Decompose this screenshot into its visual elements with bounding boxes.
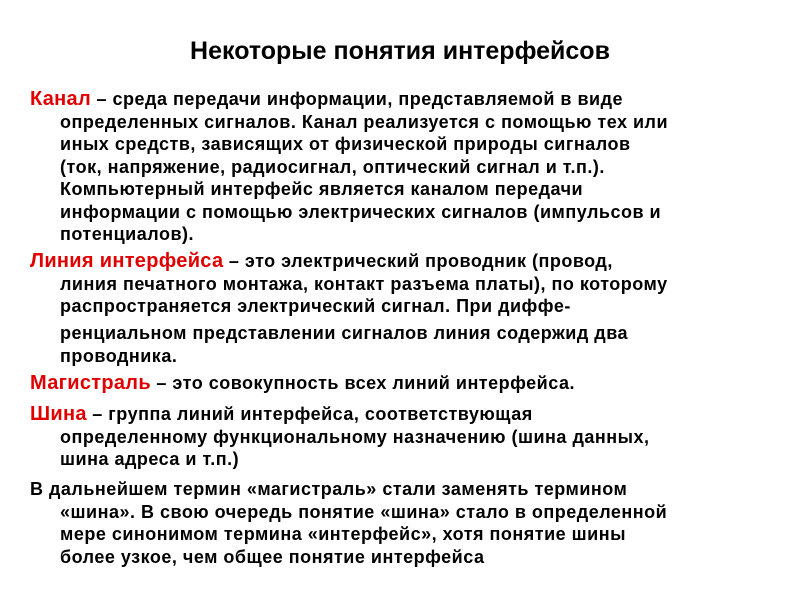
- paragraph-closing: [30, 478, 782, 568]
- term-shina: Шина: [30, 403, 87, 425]
- kanal-line-4: (ток, напряжение, радиосигнал, оптический сигнал и т.п.).: [60, 156, 605, 177]
- liniya-line-2: линия печатного монтажа, контакт разъема платы), по которому: [60, 273, 668, 294]
- liniya-line-1: [30, 250, 782, 273]
- paragraph-liniya: [30, 250, 782, 318]
- paragraph-magistral: [30, 372, 782, 395]
- kanal-line-1: [30, 88, 782, 111]
- magistral-line-1: [30, 372, 782, 395]
- liniya-cont-line-2: проводника.: [60, 345, 178, 366]
- liniya-text-1: – это электрический проводник (провод,: [223, 251, 613, 271]
- paragraph-liniya-continuation: [30, 322, 782, 367]
- term-kanal: Канал: [30, 88, 91, 110]
- closing-line-1: В дальнейшем термин «магистраль» стали заменять термином: [30, 479, 628, 499]
- kanal-line-2: определенных сигналов. Канал реализуется с помощью тех или: [60, 111, 669, 132]
- closing-line-2: «шина». В свою очередь понятие «шина» стало в определенной: [60, 501, 668, 522]
- term-liniya: Линия интерфейса: [30, 250, 224, 272]
- paragraph-shina: [30, 403, 782, 471]
- shina-line-1: [30, 403, 782, 426]
- paragraph-kanal: [30, 88, 782, 246]
- kanal-text-1: – среда передачи информации, представляемой в виде: [90, 89, 624, 109]
- term-magistral: Магистраль: [30, 372, 151, 394]
- liniya-cont-line-1: ренциальном представлении сигналов линия содержид два: [60, 323, 629, 343]
- kanal-line-3: иных средств, зависящих от физической природы сигналов: [60, 134, 631, 154]
- shina-line-3: шина адреса и т.п.): [60, 449, 240, 469]
- kanal-line-7: потенциалов).: [60, 224, 195, 244]
- closing-line-4: более узкое, чем общее понятие интерфейса: [60, 546, 485, 567]
- closing-line-3: мере синонимом термина «интерфейс», хотя понятие шины: [60, 524, 626, 544]
- kanal-line-6: информации с помощью электрических сигналов (импульсов и: [60, 201, 662, 222]
- liniya-line-3: распространяется электрический сигнал. При диффе-: [60, 296, 571, 316]
- kanal-line-5: Компьютерный интерфейс является каналом передачи: [60, 179, 584, 199]
- shina-line-2: определенному функциональному назначению (шина данных,: [60, 426, 650, 447]
- shina-text-1: – группа линий интерфейса, соответствующая: [86, 404, 533, 424]
- slide-title: Некоторые понятия интерфейсов: [190, 37, 610, 65]
- magistral-text-1: – это совокупность всех линий интерфейса.: [150, 373, 575, 393]
